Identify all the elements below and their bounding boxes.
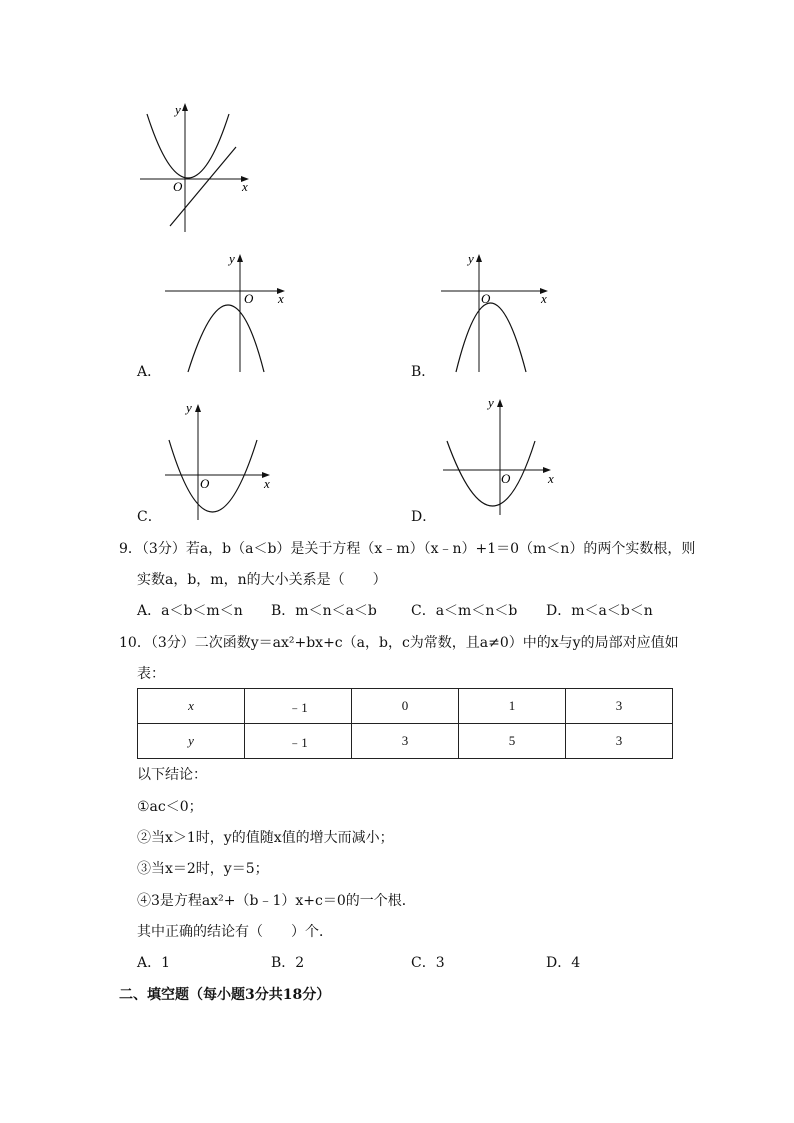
q10-stem-line2: 表： bbox=[137, 666, 165, 682]
q10-question: 其中正确的结论有（ ）个． bbox=[137, 924, 333, 940]
origin-label: O bbox=[501, 471, 511, 486]
q10-option-d: D．4 bbox=[546, 955, 581, 971]
q9-option-d: D．m＜a＜b＜n bbox=[546, 603, 653, 619]
axis-y-label: y bbox=[468, 251, 474, 266]
table-row bbox=[138, 689, 673, 724]
option-a-label: A． bbox=[137, 364, 162, 380]
q9-option-c: C．a＜m＜n＜b bbox=[411, 603, 518, 619]
origin-label: O bbox=[200, 476, 210, 491]
q10-conclusions-intro: 以下结论： bbox=[137, 767, 207, 783]
axis-x-label: x bbox=[541, 291, 547, 306]
table-cell: ﹣1 bbox=[245, 724, 352, 759]
table-cell: 3 bbox=[352, 724, 459, 759]
axis-x-label: x bbox=[264, 476, 270, 491]
graph-option-a bbox=[160, 250, 295, 375]
axis-x-label: x bbox=[548, 471, 554, 486]
origin-label: O bbox=[244, 291, 254, 306]
table-cell: 0 bbox=[352, 689, 459, 724]
table-cell: 3 bbox=[566, 724, 673, 759]
table-cell: y bbox=[138, 724, 245, 759]
axis-y-label: y bbox=[488, 395, 494, 410]
graph-option-c bbox=[160, 398, 280, 523]
q10-stem-line1: 10．（3分）二次函数y＝ax²+bx+c（a，b，c为常数，且a≠0）中的x与y的局部对应值如 bbox=[119, 635, 679, 651]
option-b-label: B． bbox=[411, 364, 436, 380]
axis-y-label: y bbox=[175, 102, 181, 117]
table-cell: x bbox=[138, 689, 245, 724]
q9-option-b: B．m＜n＜a＜b bbox=[271, 603, 377, 619]
q10-conclusion-3: ③当x＝2时，y＝5； bbox=[137, 861, 269, 877]
axis-y-label: y bbox=[229, 251, 235, 266]
value-table bbox=[137, 688, 673, 759]
table-cell: 5 bbox=[459, 724, 566, 759]
table-cell: 1 bbox=[459, 689, 566, 724]
graph-option-b bbox=[438, 250, 558, 375]
origin-label: O bbox=[173, 179, 183, 194]
option-c-label: C． bbox=[137, 509, 162, 525]
q9-stem-line1: 9．（3分）若a，b（a＜b）是关于方程（x﹣m）（x﹣n）+1＝0（m＜n）的两个实数根，则 bbox=[119, 541, 696, 557]
section-heading: 二、填空题（每小题3分共18分） bbox=[119, 987, 331, 1003]
q10-conclusion-1: ①ac＜0； bbox=[137, 799, 203, 815]
q10-option-b: B．2 bbox=[271, 955, 305, 971]
q10-option-c: C．3 bbox=[411, 955, 445, 971]
graph-option-d bbox=[438, 393, 563, 518]
axis-x-label: x bbox=[242, 179, 248, 194]
table-row bbox=[138, 724, 673, 759]
table-cell: ﹣1 bbox=[245, 689, 352, 724]
q10-conclusion-2: ②当x＞1时，y的值随x值的增大而减小； bbox=[137, 830, 394, 846]
axis-x-label: x bbox=[278, 291, 284, 306]
q10-conclusion-4: ④3是方程ax²+（b﹣1）x+c＝0的一个根． bbox=[137, 893, 416, 909]
axis-y-label: y bbox=[186, 400, 192, 415]
q9-stem-line2: 实数a，b，m，n的大小关系是（ ） bbox=[137, 572, 387, 588]
q10-option-a: A．1 bbox=[137, 955, 171, 971]
reference-graph bbox=[135, 100, 255, 235]
option-d-label: D． bbox=[411, 509, 437, 525]
q9-option-a: A．a＜b＜m＜n bbox=[137, 603, 243, 619]
table-cell: 3 bbox=[566, 689, 673, 724]
origin-label: O bbox=[481, 291, 491, 306]
